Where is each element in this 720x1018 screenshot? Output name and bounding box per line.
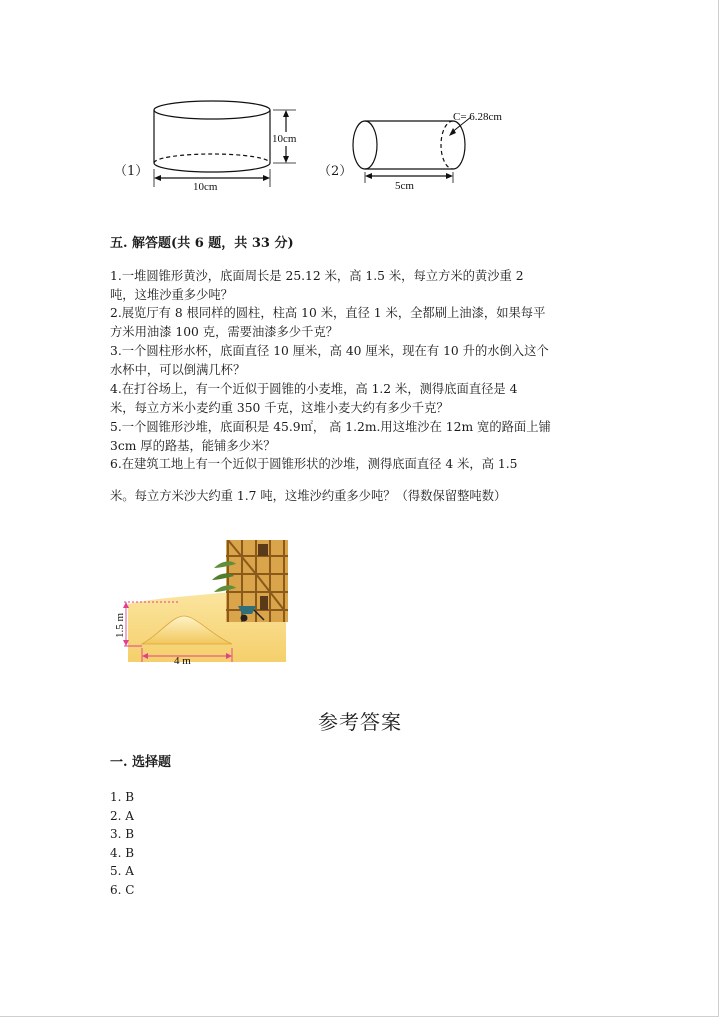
sand-pile-height-label: 1.5 m bbox=[114, 612, 126, 638]
question-line: 3.一个圆柱形水杯，底面直径 10 厘米，高 40 厘米，现在有 10 升的水倒入这个 bbox=[110, 344, 549, 358]
figure-2-circumference-label: C= 6.28cm bbox=[453, 111, 502, 123]
figure-1-diameter-label: 10cm bbox=[193, 181, 218, 193]
answer-item: 6. C bbox=[110, 882, 135, 897]
question-line: 2.展览厅有 8 根同样的圆柱，柱高 10 米，直径 1 米，全都刷上油漆，如果每平 bbox=[110, 306, 546, 320]
sand-pile-illustration bbox=[114, 540, 294, 665]
answer-item: 5. A bbox=[110, 864, 134, 878]
question-line: 1.一堆圆锥形黄沙，底面周长是 25.12 米，高 1.5 米，每立方米的黄沙重 2 bbox=[110, 269, 524, 283]
question-6-line-1: 6.在建筑工地上有一个近似于圆锥形状的沙堆，测得底面直径 4 米，高 1.5 bbox=[110, 457, 518, 471]
answer-key-title: 参考答案 bbox=[318, 710, 402, 734]
scaffold-building bbox=[226, 540, 288, 622]
figure-2-label: （2） bbox=[318, 164, 353, 179]
figure-1-height-label: 10cm bbox=[272, 133, 297, 145]
question-1 bbox=[110, 267, 610, 304]
cylinder-1-top-ellipse bbox=[154, 101, 270, 119]
question-line: 4.在打谷场上，有一个近似于圆锥的小麦堆，高 1.2 米，测得底面直径是 4 bbox=[110, 382, 518, 396]
question-line: 3cm 厚的路基，能铺多少米？ bbox=[110, 438, 276, 453]
answer-item: 2. A bbox=[110, 808, 134, 823]
question-3 bbox=[110, 342, 610, 379]
question-line: 5.一个圆锥形沙堆，底面积是 45.9㎡， 高 1.2m.用这堆沙在 12m 宽的路面上铺 bbox=[110, 420, 551, 434]
question-line: 方米用油漆 100 克，需要油漆多少千克？ bbox=[110, 324, 339, 339]
answer-section-1-title: 一. 选择题 bbox=[110, 755, 172, 770]
cylinder-figure-2 bbox=[345, 105, 525, 195]
question-2 bbox=[110, 304, 610, 341]
figure-2-length-label: 5cm bbox=[395, 180, 414, 192]
sand-pile-diameter-label: 4 m bbox=[174, 655, 191, 665]
cylinder-2-left-ellipse bbox=[353, 121, 377, 169]
question-line: 吨，这堆沙重多少吨？ bbox=[110, 287, 233, 302]
question-6-line-2: 米。每立方米沙大约重 1.7 吨，这堆沙约重多少吨？（得数保留整吨数） bbox=[110, 489, 507, 503]
answer-item: 1. B bbox=[110, 790, 135, 804]
question-4 bbox=[110, 380, 610, 417]
section-5-title: 五. 解答题(共 6 题，共 33 分) bbox=[110, 236, 294, 251]
question-5 bbox=[110, 418, 610, 455]
question-line: 水杯中，可以倒满几杯？ bbox=[110, 362, 246, 377]
figure-1-label: （1） bbox=[114, 164, 149, 179]
cylinder-figure-1 bbox=[148, 90, 313, 195]
answer-list bbox=[110, 788, 134, 899]
answer-item: 4. B bbox=[110, 845, 135, 860]
answer-item: 3. B bbox=[110, 827, 135, 841]
question-line: 米，每立方米小麦约重 350 千克，这堆小麦大约有多少千克？ bbox=[110, 400, 449, 415]
